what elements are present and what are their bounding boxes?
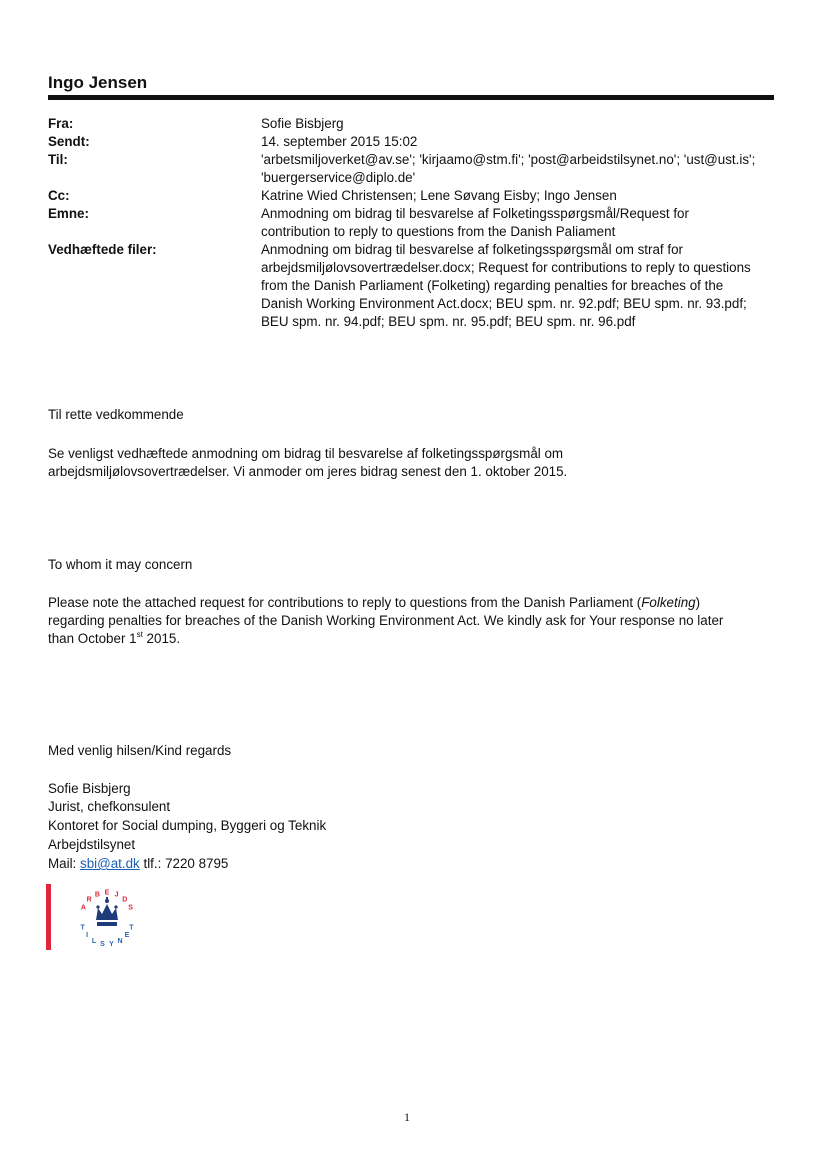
phone-label: tlf.:	[139, 856, 166, 871]
logo-letter: J	[114, 891, 119, 899]
english-line-text: )	[695, 595, 701, 610]
header-rule	[48, 95, 774, 100]
english-message-line	[48, 594, 774, 612]
signature-contact	[48, 855, 774, 873]
subject-row	[48, 205, 774, 241]
sent-row	[48, 133, 774, 151]
logo-letter: A	[80, 904, 86, 912]
attachment-line: BEU spm. nr. 94.pdf; BEU spm. nr. 95.pdf; BEU spm. nr. 96.pdf	[261, 314, 636, 329]
closing-line: Med venlig hilsen/Kind regards	[48, 743, 232, 758]
email-header	[48, 115, 774, 331]
from-value: Sofie Bisbjerg	[261, 116, 344, 131]
attachment-line: arbejdsmiljølovsovertrædelser.docx; Request for contributions to reply to questions	[261, 260, 751, 275]
to-value	[261, 151, 774, 187]
logo-letter: I	[86, 932, 89, 940]
folketing-italic: Folketing	[641, 595, 696, 610]
english-line-text: 2015.	[142, 631, 181, 646]
subject-value	[261, 205, 774, 241]
attachment-line: from the Danish Parliament (Folketing) regarding penalties for breaches of the	[261, 278, 724, 293]
from-row	[48, 115, 774, 133]
attachment-line: Danish Working Environment Act.docx; BEU spm. nr. 92.pdf; BEU spm. nr. 93.pdf;	[261, 296, 747, 311]
signature-office: Kontoret for Social dumping, Byggeri og Teknik	[48, 818, 327, 833]
crown-icon	[96, 897, 118, 926]
subject-label: Emne:	[48, 206, 89, 221]
ordinal-suffix: st	[136, 630, 143, 639]
logo-letter: N	[117, 938, 123, 945]
logo-letter: T	[80, 924, 85, 932]
arbejdstilsynet-logo	[46, 884, 156, 956]
sent-value: 14. september 2015 15:02	[261, 134, 418, 149]
danish-message-line: Se venligst vedhæftede anmodning om bidrag til besvarelse af folketingsspørgsmål om	[48, 446, 564, 461]
english-message	[48, 594, 774, 648]
signature-title: Jurist, chefkonsulent	[48, 799, 171, 814]
sent-label: Sendt:	[48, 134, 90, 149]
signature-name: Sofie Bisbjerg	[48, 781, 131, 796]
logo-letter: S	[128, 904, 133, 912]
logo-letter: E	[124, 932, 130, 940]
danish-message-line: arbejdsmiljølovsovertrædelser. Vi anmoder om jeres bidrag senest den 1. oktober 2015.	[48, 464, 568, 479]
mail-label: Mail:	[48, 856, 80, 871]
english-line-text: than October 1	[48, 631, 137, 646]
cc-label: Cc:	[48, 188, 70, 203]
subject-line: Anmodning om bidrag til besvarelse af Folketingsspørgsmål/Request for	[261, 206, 689, 221]
danish-greeting: Til rette vedkommende	[48, 407, 184, 422]
logo-letter: E	[104, 889, 110, 897]
logo-letter: T	[129, 924, 134, 932]
to-row	[48, 151, 774, 187]
cc-row	[48, 187, 774, 205]
danish-message	[48, 445, 774, 481]
logo-letter: D	[122, 896, 128, 904]
logo-bar	[46, 884, 51, 950]
to-value-line: 'buergerservice@diplo.de'	[261, 170, 416, 185]
email-link[interactable]: sbi@at.dk	[80, 856, 140, 871]
to-label: Til:	[48, 152, 68, 167]
page-owner-name: Ingo Jensen	[48, 73, 148, 92]
english-message-line: regarding penalties for breaches of the Danish Working Environment Act. We kindly ask for Your response no later	[48, 613, 724, 628]
logo-letter: S	[100, 941, 105, 949]
page-number: 1	[404, 1110, 410, 1124]
logo-letter: R	[86, 896, 92, 904]
signature-organization: Arbejdstilsynet	[48, 837, 136, 852]
logo-letter: B	[94, 891, 100, 899]
subject-line: contribution to reply to questions from the Danish Paliament	[261, 224, 616, 239]
attachments-label: Vedhæftede filer:	[48, 242, 157, 257]
logo-letter: Y	[109, 941, 114, 949]
phone-number: 7220 8795	[165, 856, 229, 871]
attachments-value	[261, 241, 774, 331]
english-message-line	[48, 630, 774, 648]
to-value-line: 'arbetsmiljoverket@av.se'; 'kirjaamo@stm.fi'; 'post@arbeidstilsynet.no'; 'ust@ust.is';	[261, 152, 756, 167]
logo-letter: L	[91, 938, 97, 945]
english-greeting: To whom it may concern	[48, 557, 193, 572]
cc-value: Katrine Wied Christensen; Lene Søvang Eisby; Ingo Jensen	[261, 188, 617, 203]
attachments-row	[48, 241, 774, 331]
english-line-text: Please note the attached request for contributions to reply to questions from the Danish Parliament (	[48, 595, 642, 610]
attachment-line: Anmodning om bidrag til besvarelse af folketingsspørgsmål om straf for	[261, 242, 683, 257]
from-label: Fra:	[48, 116, 74, 131]
